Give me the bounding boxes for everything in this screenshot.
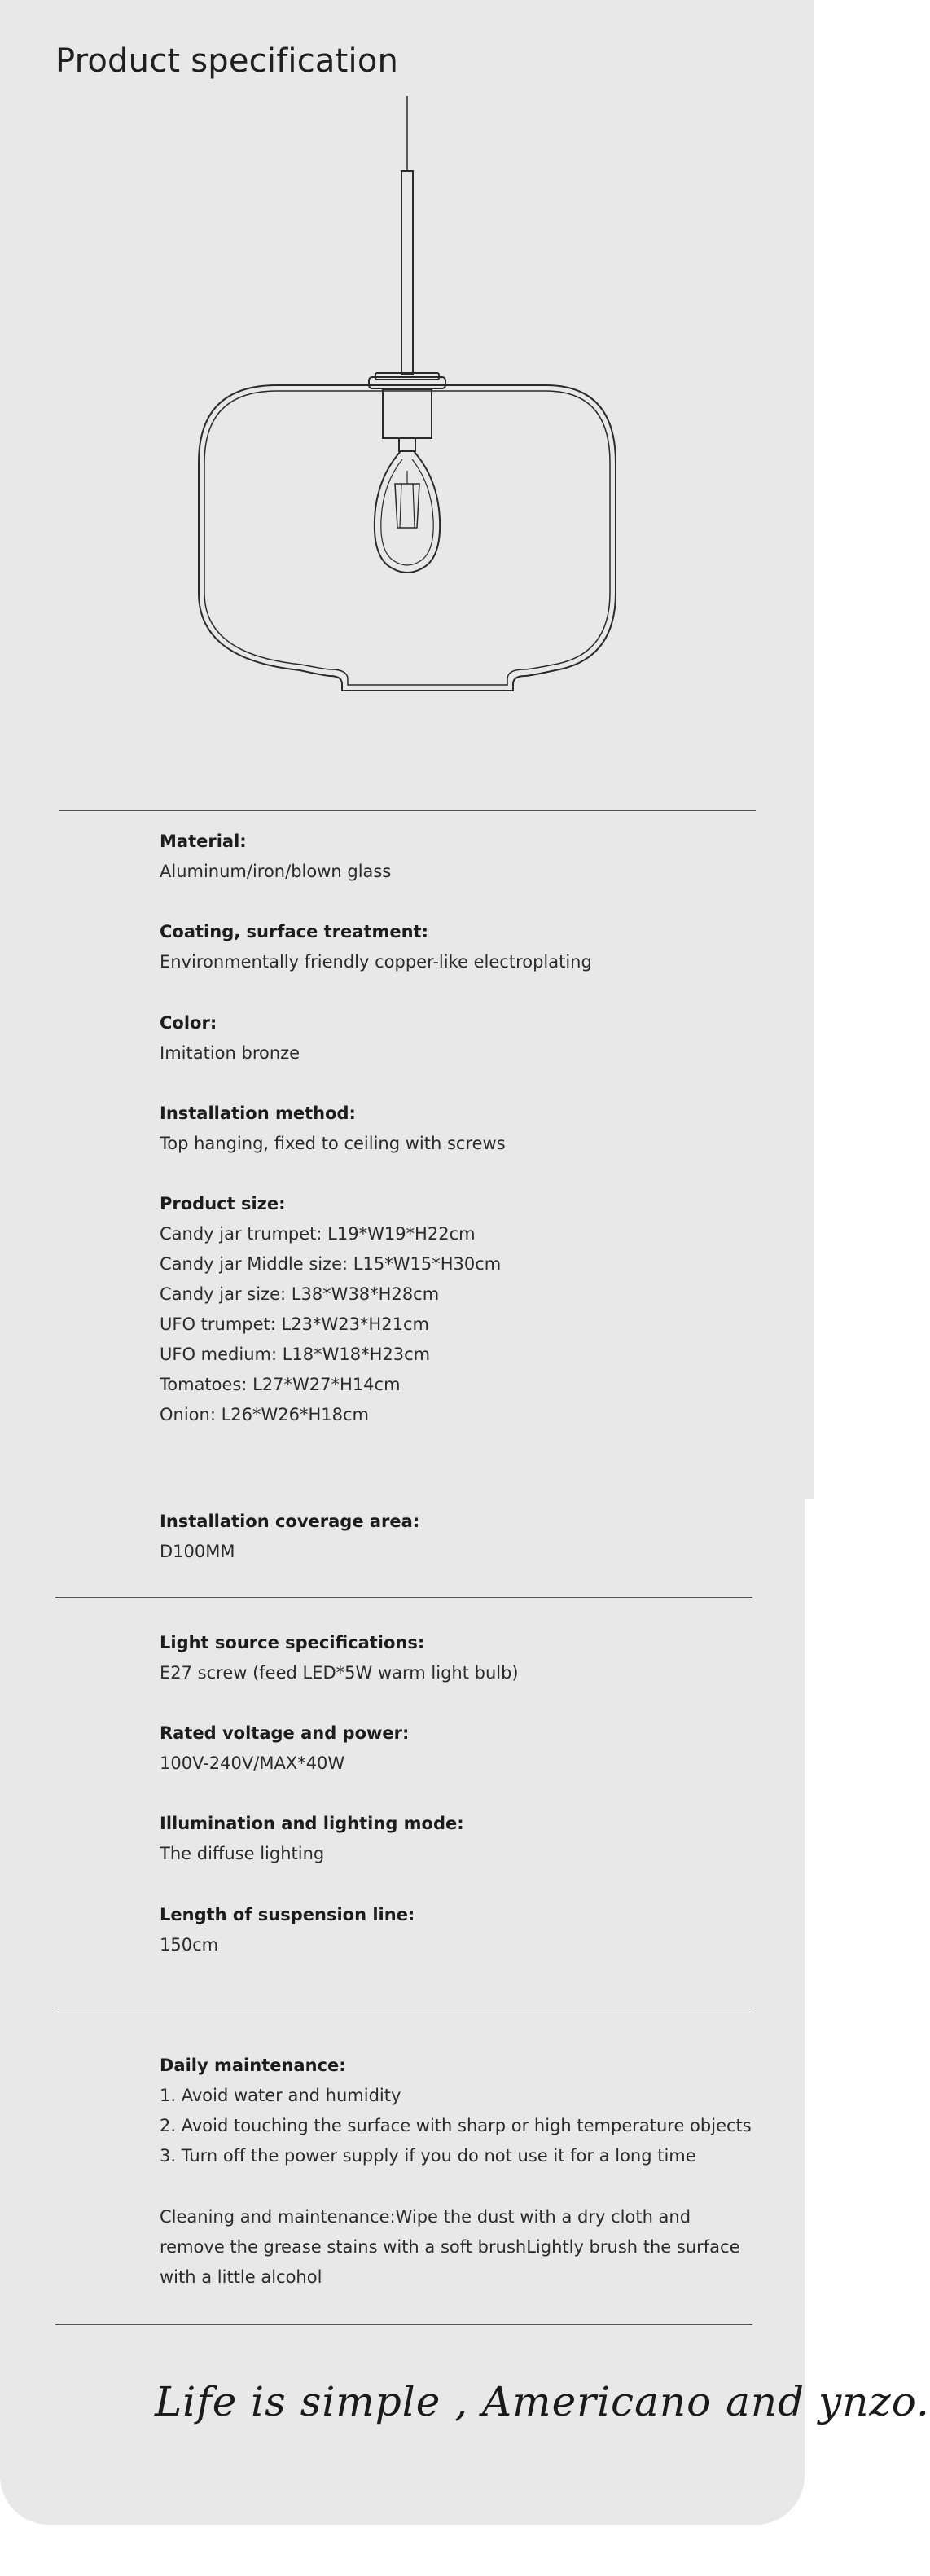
divider [59, 810, 756, 811]
size-item: Tomatoes: L27*W27*H14cm [160, 1375, 401, 1394]
spec-label: Installation method: [160, 1104, 356, 1123]
spec-label: Illumination and lighting mode: [160, 1814, 464, 1833]
size-item: Candy jar trumpet: L19*W19*H22cm [160, 1224, 476, 1244]
spec-label: Installation coverage area: [160, 1512, 420, 1531]
spec-label: Light source specifications: [160, 1633, 425, 1652]
page-title: Product specification [55, 42, 399, 80]
signature: Life is simple , Americano and ynzo. [155, 2378, 930, 2425]
divider [55, 2324, 752, 2325]
spec-suspension-line [160, 1900, 415, 1960]
cleaning-note: Cleaning and maintenance:Wipe the dust with a dry cloth and remove the grease stains with a soft brushLightly brush the surface with a little alcohol [160, 2207, 740, 2287]
spec-value: Aluminum/iron/blown glass [160, 862, 392, 881]
spec-label: Material: [160, 832, 247, 851]
spec-color [160, 1008, 300, 1069]
spec-voltage-power [160, 1718, 409, 1779]
spec-label: Color: [160, 1013, 217, 1033]
size-item: Candy jar Middle size: L15*W15*H30cm [160, 1254, 502, 1274]
pendant-lamp-icon [187, 96, 627, 699]
divider [55, 1597, 752, 1598]
spec-value: Top hanging, fixed to ceiling with screws [160, 1134, 506, 1153]
size-item: Candy jar size: L38*W38*H28cm [160, 1284, 440, 1304]
spec-value: The diffuse lighting [160, 1844, 325, 1863]
spec-value: Imitation bronze [160, 1043, 300, 1063]
maintenance-item: 3. Turn off the power supply if you do not use it for a long time [160, 2146, 696, 2166]
spec-label: Coating, surface treatment: [160, 922, 428, 941]
spec-value: 150cm [160, 1935, 219, 1955]
spec-coating [160, 917, 592, 977]
spec-light-source [160, 1628, 519, 1688]
spec-label: Rated voltage and power: [160, 1723, 410, 1743]
size-item: UFO medium: L18*W18*H23cm [160, 1345, 431, 1364]
maintenance-item: 1. Avoid water and humidity [160, 2086, 401, 2105]
spec-illumination-mode [160, 1809, 464, 1869]
spec-coverage-area [160, 1507, 419, 1567]
spec-label: Daily maintenance: [160, 2056, 346, 2075]
spec-value: 100V-240V/MAX*40W [160, 1753, 345, 1773]
size-item: UFO trumpet: L23*W23*H21cm [160, 1314, 429, 1334]
spec-label: Product size: [160, 1194, 286, 1213]
spec-installation-method [160, 1099, 506, 1159]
spec-value: E27 screw (feed LED*5W warm light bulb) [160, 1663, 519, 1683]
maintenance-item: 2. Avoid touching the surface with sharp or high temperature objects [160, 2116, 752, 2135]
spec-daily-maintenance [160, 2051, 752, 2171]
spec-product-size [160, 1189, 501, 1430]
size-item: Onion: L26*W26*H18cm [160, 1405, 370, 1424]
spec-label: Length of suspension line: [160, 1905, 415, 1924]
spec-material [160, 827, 391, 887]
spec-value: Environmentally friendly copper-like electroplating [160, 952, 592, 972]
spec-value: D100MM [160, 1542, 235, 1561]
